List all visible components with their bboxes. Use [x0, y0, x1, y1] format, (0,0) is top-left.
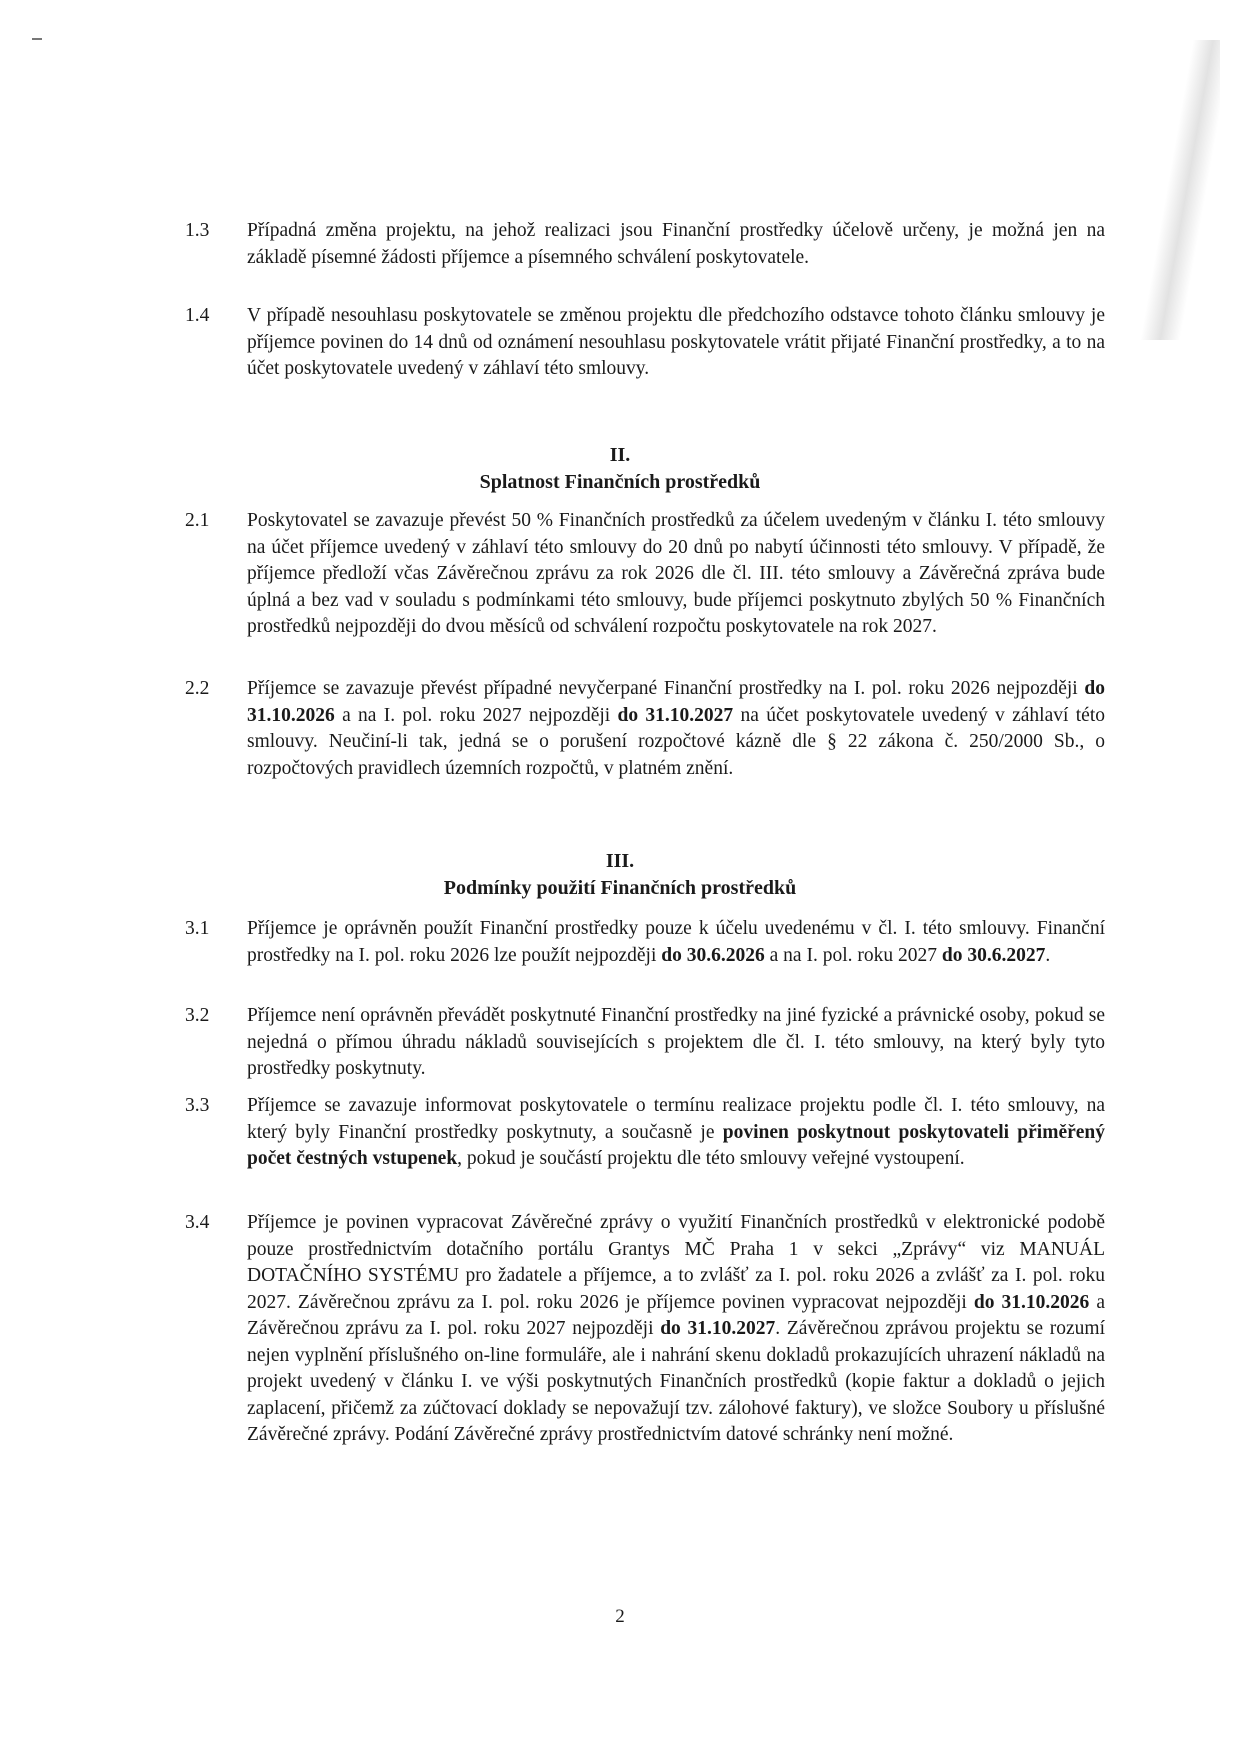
clause-2-1: [185, 508, 1105, 641]
section-title-iii: Podmínky použití Finančních prostředků: [443, 877, 797, 899]
text-run: Příjemce je oprávněn použít Finanční prostředky pouze k účelu uvedenému v čl. I. této smlouvy. Finanční prostředky na I. pol. roku 2026 lze použít nejpozději: [247, 918, 1105, 966]
clause-number: 3.1: [185, 918, 210, 939]
scan-shadow: [1140, 40, 1220, 340]
text-run: Příjemce se zavazuje převést případné nevyčerpané Finanční prostředky na I. pol. roku 2026 nejpozději: [247, 678, 1085, 699]
text-run: . Závěrečnou zprávou projektu se rozumí nejen vyplnění příslušného on-line formuláře, ale i nahrání skenu dokladů prokazujících uhrazení nákladů na projekt uvedený v článku I. ve výši poskytnutých Finančních prostředků (kopie faktur a dokladů o jejich zaplacení, přičemž za zúčtovací doklady se nepovažují tzv. zálohové faktury), ve složce Soubory u příslušné Závěrečné zprávy. Podání Závěrečné zprávy prostřednictvím datové schránky není možné.: [247, 1318, 1105, 1445]
clause-3-3: [185, 1093, 1105, 1173]
scan-mark: [32, 38, 42, 40]
text-run: a na I. pol. roku 2027: [764, 944, 942, 966]
text-run: na účet poskytovatele uvedený v záhlaví této smlouvy. Neučiní-li tak, jedná se o porušení rozpočtové kázně dle § 22 zákona č. 250/2000 Sb., o rozpočtových pravidlech územních rozpočtů, v platném znění.: [247, 704, 1105, 779]
deadline-date: do 31.10.2026: [973, 1291, 1090, 1313]
text-run: Příjemce je povinen vypracovat Závěrečné zprávy o využití Finančních prostředků v elektronické podobě pouze prostřednictvím dotačního portálu Grantys MČ Praha 1 v sekci „Zprávy“ viz MANUÁL DOTAČNÍHO SYSTÉMU pro žadatele a příjemce, a to zvlášť za I. pol. roku 2026 a zvlášť za I. pol. roku 2027. Závěrečnou zprávu za I. pol. roku 2026 je příjemce povinen vypracovat nejpozději: [247, 1212, 1105, 1313]
clause-number: 3.4: [185, 1212, 210, 1233]
clause-text: V případě nesouhlasu poskytovatele se změnou projektu dle předchozího odstavce tohoto článku smlouvy je příjemce povinen do 14 dnů od oznámení nesouhlasu poskytovatele vrátit přijaté Finanční prostředky, a to na účet poskytovatele uvedený v záhlaví této smlouvy.: [247, 305, 1105, 379]
text-run: Příjemce se zavazuje informovat poskytovatele o termínu realizace projektu podle čl. I. této smlouvy, na který byly Finanční prostředky poskytnuty, a současně je: [247, 1095, 1105, 1143]
clause-text: Poskytovatel se zavazuje převést 50 % Finančních prostředků za účelem uvedeným v článku I. této smlouvy na účet příjemce uvedený v záhlaví této smlouvy do 20 dnů po nabytí účinnosti této smlouvy. V případě, že příjemce předloží včas Závěrečnou zprávu za rok 2026 dle čl. III. této smlouvy a Závěrečná zpráva bude úplná a bez vad v souladu s podmínkami této smlouvy, bude příjemci poskytnuto zbylých 50 % Finančních prostředků nejpozději do dvou měsíců od schválení rozpočtu poskytovatele na rok 2027.: [247, 510, 1105, 637]
clause-3-1: [185, 916, 1105, 969]
clause-number: 2.1: [185, 510, 210, 531]
clause-3-4: [185, 1210, 1105, 1449]
clause-3-2: [185, 1003, 1105, 1083]
clause-text: Případná změna projektu, na jehož realizaci jsou Finanční prostředky účelově určeny, je možná jen na základě písemné žádosti příjemce a písemného schválení poskytovatele.: [247, 220, 1105, 268]
deadline-date: do 30.6.2026: [661, 944, 765, 966]
clause-number: 1.3: [185, 220, 210, 241]
clause-2-2: [185, 676, 1105, 782]
deadline-date: do 31.10.2026: [247, 678, 1105, 726]
section-number-iii: III.: [605, 850, 635, 872]
text-run: .: [1045, 944, 1051, 966]
deadline-date: do 30.6.2027: [941, 944, 1046, 966]
clause-number: 1.4: [185, 305, 210, 326]
emphasis-text: povinen poskytnout poskytovateli přiměřený počet čestných vstupenek: [247, 1121, 1106, 1169]
deadline-date: do 31.10.2027: [617, 704, 734, 726]
page-number: 2: [615, 1606, 625, 1627]
clause-text: [247, 1210, 1105, 1449]
clause-text: Příjemce není oprávněn převádět poskytnuté Finanční prostředky na jiné fyzické a právnické osoby, pokud se nejedná o přímou úhradu nákladů souvisejících s projektem dle čl. I. této smlouvy, na který byly tyto prostředky poskytnuty.: [247, 1005, 1105, 1079]
clause-1-4: [185, 303, 1105, 383]
text-run: a Závěrečnou zprávu za I. pol. roku 2027 nejpozději: [247, 1291, 1105, 1339]
clause-number: 3.2: [185, 1005, 210, 1026]
deadline-date: do 31.10.2027: [660, 1318, 776, 1339]
clause-1-3: [185, 218, 1105, 271]
clause-text: [247, 676, 1105, 782]
clause-number: 2.2: [185, 678, 210, 699]
section-title-ii: Splatnost Finančních prostředků: [479, 471, 761, 493]
text-run: a na I. pol. roku 2027 nejpozději: [334, 704, 618, 726]
clause-number: 3.3: [185, 1095, 210, 1116]
section-number-ii: II.: [609, 444, 631, 466]
clause-text: [247, 1093, 1105, 1173]
text-run: , pokud je součástí projektu dle této smlouvy veřejné vystoupení.: [457, 1148, 965, 1169]
clause-text: [247, 916, 1105, 969]
